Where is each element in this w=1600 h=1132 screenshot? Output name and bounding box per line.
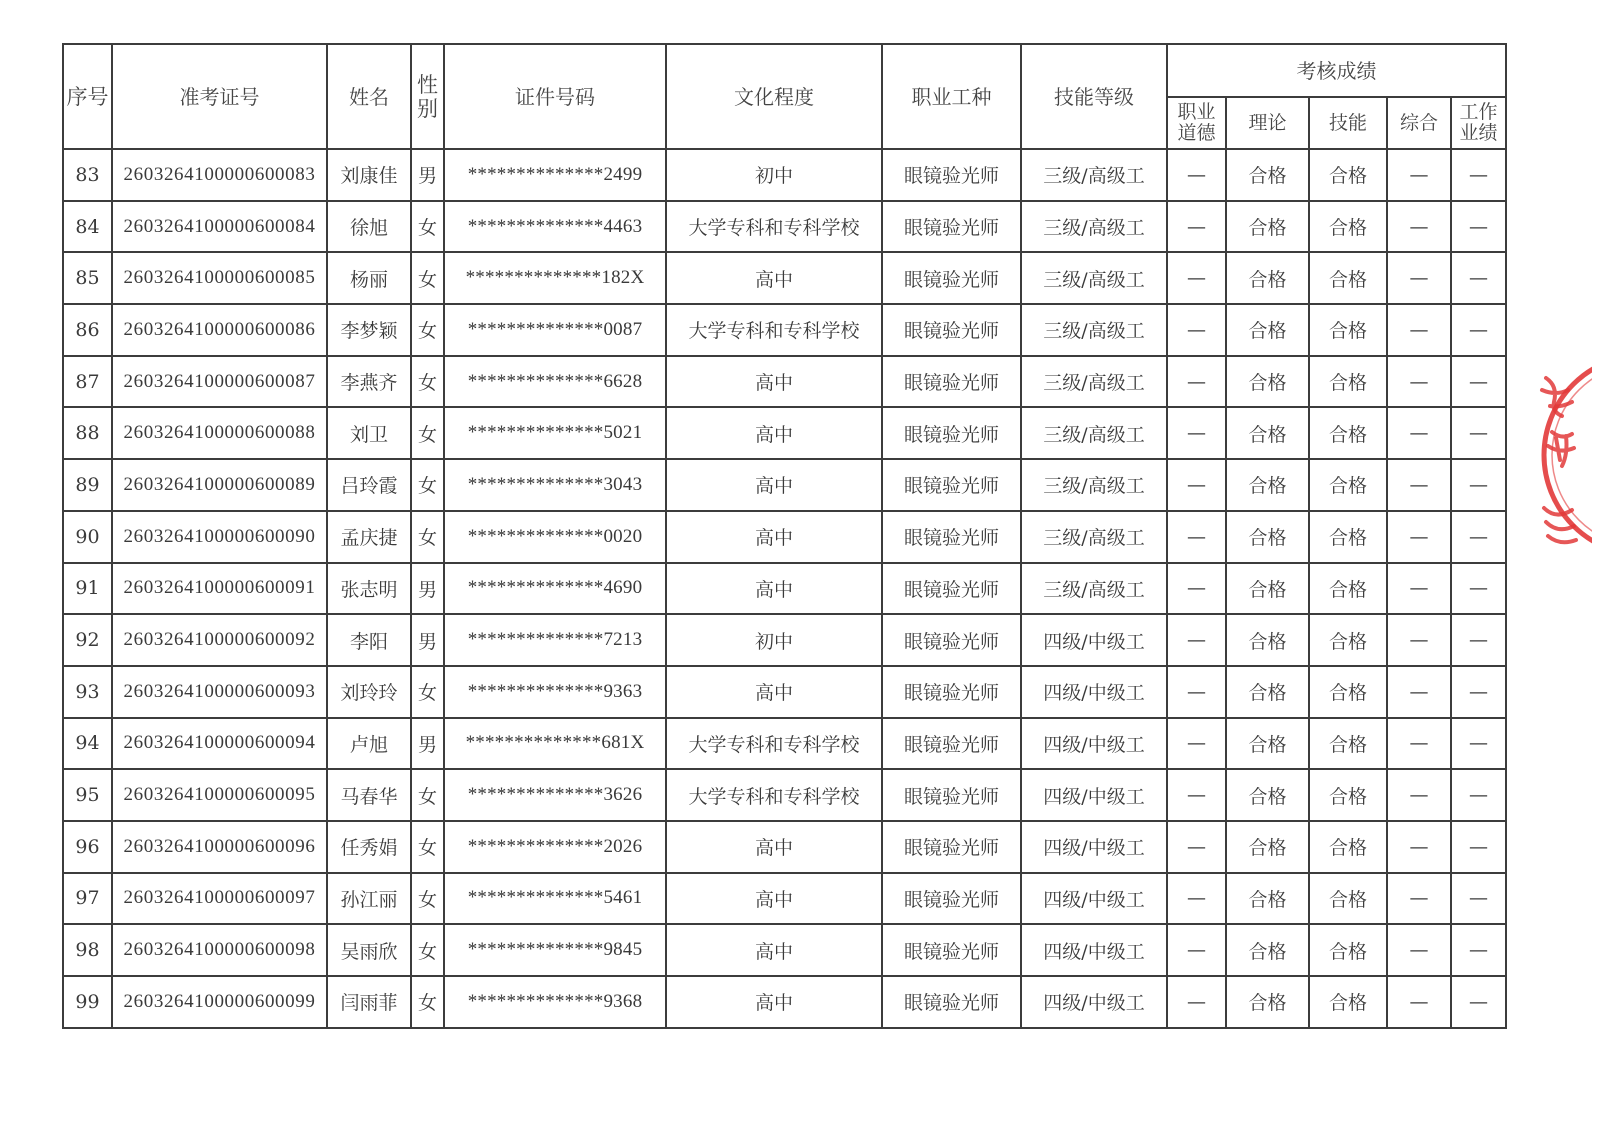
cell-ethics: —	[1167, 563, 1226, 615]
cell-level: 四级/中级工	[1021, 976, 1167, 1028]
cell-seq: 83	[63, 149, 112, 201]
cell-performance: —	[1451, 407, 1506, 459]
cell-ethics: —	[1167, 821, 1226, 873]
cell-overall: —	[1387, 873, 1451, 925]
cell-edu: 初中	[666, 614, 882, 666]
cell-performance: —	[1451, 356, 1506, 408]
cell-edu: 大学专科和专科学校	[666, 718, 882, 770]
table-row	[63, 149, 1506, 201]
table-row	[63, 304, 1506, 356]
cell-job: 眼镜验光师	[882, 459, 1021, 511]
cell-gender: 女	[411, 924, 444, 976]
cell-theory: 合格	[1226, 976, 1309, 1028]
cell-job: 眼镜验光师	[882, 924, 1021, 976]
cell-name: 吕玲霞	[327, 459, 411, 511]
cell-gender: 男	[411, 718, 444, 770]
cell-ticket: 2603264100000600095	[112, 769, 327, 821]
cell-edu: 大学专科和专科学校	[666, 201, 882, 253]
cell-job: 眼镜验光师	[882, 976, 1021, 1028]
cell-name: 李燕齐	[327, 356, 411, 408]
cell-gender: 女	[411, 304, 444, 356]
cell-name: 卢旭	[327, 718, 411, 770]
table-row	[63, 614, 1506, 666]
header-ticket: 准考证号	[112, 44, 327, 149]
cell-skill: 合格	[1309, 149, 1387, 201]
cell-theory: 合格	[1226, 666, 1309, 718]
cell-theory: 合格	[1226, 821, 1309, 873]
official-seal-stamp	[1532, 350, 1592, 560]
cell-skill: 合格	[1309, 821, 1387, 873]
table-row	[63, 666, 1506, 718]
cell-name: 任秀娟	[327, 821, 411, 873]
cell-level: 四级/中级工	[1021, 873, 1167, 925]
cell-edu: 大学专科和专科学校	[666, 769, 882, 821]
cell-theory: 合格	[1226, 201, 1309, 253]
cell-ticket: 2603264100000600099	[112, 976, 327, 1028]
cell-seq: 89	[63, 459, 112, 511]
cell-skill: 合格	[1309, 614, 1387, 666]
cell-seq: 95	[63, 769, 112, 821]
cell-ticket: 2603264100000600098	[112, 924, 327, 976]
cell-gender: 女	[411, 459, 444, 511]
cell-idnum: **************4690	[444, 563, 666, 615]
cell-performance: —	[1451, 252, 1506, 304]
cell-ticket: 2603264100000600090	[112, 511, 327, 563]
cell-seq: 96	[63, 821, 112, 873]
cell-edu: 初中	[666, 149, 882, 201]
cell-overall: —	[1387, 976, 1451, 1028]
cell-level: 三级/高级工	[1021, 407, 1167, 459]
cell-idnum: **************182X	[444, 252, 666, 304]
cell-ticket: 2603264100000600085	[112, 252, 327, 304]
cell-seq: 93	[63, 666, 112, 718]
cell-overall: —	[1387, 563, 1451, 615]
header-name: 姓名	[327, 44, 411, 149]
cell-edu: 高中	[666, 511, 882, 563]
cell-ticket: 2603264100000600086	[112, 304, 327, 356]
cell-gender: 女	[411, 252, 444, 304]
table-row	[63, 252, 1506, 304]
cell-level: 四级/中级工	[1021, 821, 1167, 873]
cell-edu: 高中	[666, 459, 882, 511]
cell-gender: 女	[411, 873, 444, 925]
cell-idnum: **************3043	[444, 459, 666, 511]
cell-skill: 合格	[1309, 873, 1387, 925]
cell-performance: —	[1451, 614, 1506, 666]
cell-ticket: 2603264100000600096	[112, 821, 327, 873]
cell-skill: 合格	[1309, 459, 1387, 511]
cell-theory: 合格	[1226, 718, 1309, 770]
cell-overall: —	[1387, 614, 1451, 666]
cell-job: 眼镜验光师	[882, 252, 1021, 304]
cell-gender: 男	[411, 614, 444, 666]
cell-overall: —	[1387, 821, 1451, 873]
cell-gender: 女	[411, 976, 444, 1028]
cell-edu: 高中	[666, 873, 882, 925]
cell-ethics: —	[1167, 718, 1226, 770]
table-row	[63, 769, 1506, 821]
cell-seq: 87	[63, 356, 112, 408]
table-body	[63, 149, 1506, 1028]
cell-seq: 91	[63, 563, 112, 615]
table-row	[63, 718, 1506, 770]
cell-job: 眼镜验光师	[882, 511, 1021, 563]
cell-job: 眼镜验光师	[882, 356, 1021, 408]
cell-theory: 合格	[1226, 511, 1309, 563]
cell-level: 三级/高级工	[1021, 459, 1167, 511]
cell-performance: —	[1451, 201, 1506, 253]
cell-overall: —	[1387, 252, 1451, 304]
cell-edu: 高中	[666, 356, 882, 408]
cell-edu: 高中	[666, 666, 882, 718]
header-overall: 综合	[1387, 97, 1451, 149]
cell-performance: —	[1451, 924, 1506, 976]
cell-job: 眼镜验光师	[882, 304, 1021, 356]
cell-edu: 高中	[666, 976, 882, 1028]
cell-skill: 合格	[1309, 304, 1387, 356]
cell-ticket: 2603264100000600094	[112, 718, 327, 770]
cell-name: 张志明	[327, 563, 411, 615]
cell-level: 四级/中级工	[1021, 769, 1167, 821]
cell-idnum: **************5021	[444, 407, 666, 459]
header-seq: 序号	[63, 44, 112, 149]
cell-ethics: —	[1167, 614, 1226, 666]
cell-idnum: **************9363	[444, 666, 666, 718]
cell-level: 三级/高级工	[1021, 563, 1167, 615]
header-job: 职业工种	[882, 44, 1021, 149]
cell-theory: 合格	[1226, 407, 1309, 459]
cell-job: 眼镜验光师	[882, 614, 1021, 666]
cell-job: 眼镜验光师	[882, 666, 1021, 718]
cell-ethics: —	[1167, 511, 1226, 563]
cell-overall: —	[1387, 407, 1451, 459]
cell-skill: 合格	[1309, 407, 1387, 459]
cell-overall: —	[1387, 149, 1451, 201]
cell-idnum: **************0020	[444, 511, 666, 563]
cell-gender: 女	[411, 511, 444, 563]
cell-theory: 合格	[1226, 873, 1309, 925]
cell-theory: 合格	[1226, 614, 1309, 666]
table-row	[63, 459, 1506, 511]
cell-performance: —	[1451, 511, 1506, 563]
cell-theory: 合格	[1226, 252, 1309, 304]
cell-idnum: **************9845	[444, 924, 666, 976]
cell-ticket: 2603264100000600097	[112, 873, 327, 925]
cell-idnum: **************6628	[444, 356, 666, 408]
cell-skill: 合格	[1309, 666, 1387, 718]
cell-idnum: **************681X	[444, 718, 666, 770]
cell-seq: 92	[63, 614, 112, 666]
cell-ethics: —	[1167, 459, 1226, 511]
table-header	[63, 44, 1506, 149]
cell-overall: —	[1387, 769, 1451, 821]
cell-name: 吴雨欣	[327, 924, 411, 976]
cell-overall: —	[1387, 356, 1451, 408]
cell-level: 三级/高级工	[1021, 511, 1167, 563]
cell-name: 闫雨菲	[327, 976, 411, 1028]
cell-performance: —	[1451, 459, 1506, 511]
cell-job: 眼镜验光师	[882, 769, 1021, 821]
cell-seq: 94	[63, 718, 112, 770]
header-skill: 技能	[1309, 97, 1387, 149]
cell-performance: —	[1451, 666, 1506, 718]
cell-idnum: **************2026	[444, 821, 666, 873]
cell-edu: 高中	[666, 821, 882, 873]
cell-idnum: **************2499	[444, 149, 666, 201]
cell-performance: —	[1451, 149, 1506, 201]
cell-ticket: 2603264100000600083	[112, 149, 327, 201]
cell-name: 马春华	[327, 769, 411, 821]
cell-gender: 女	[411, 356, 444, 408]
cell-overall: —	[1387, 718, 1451, 770]
cell-seq: 85	[63, 252, 112, 304]
table-row	[63, 976, 1506, 1028]
cell-ticket: 2603264100000600087	[112, 356, 327, 408]
cell-ethics: —	[1167, 769, 1226, 821]
cell-gender: 女	[411, 201, 444, 253]
cell-skill: 合格	[1309, 563, 1387, 615]
cell-edu: 大学专科和专科学校	[666, 304, 882, 356]
cell-name: 刘玲玲	[327, 666, 411, 718]
cell-job: 眼镜验光师	[882, 149, 1021, 201]
cell-theory: 合格	[1226, 459, 1309, 511]
cell-seq: 86	[63, 304, 112, 356]
cell-gender: 女	[411, 407, 444, 459]
cell-skill: 合格	[1309, 769, 1387, 821]
cell-seq: 99	[63, 976, 112, 1028]
cell-level: 四级/中级工	[1021, 666, 1167, 718]
table-row	[63, 511, 1506, 563]
cell-idnum: **************4463	[444, 201, 666, 253]
cell-overall: —	[1387, 666, 1451, 718]
cell-theory: 合格	[1226, 149, 1309, 201]
cell-seq: 97	[63, 873, 112, 925]
cell-ethics: —	[1167, 252, 1226, 304]
cell-overall: —	[1387, 201, 1451, 253]
cell-theory: 合格	[1226, 563, 1309, 615]
cell-edu: 高中	[666, 563, 882, 615]
cell-overall: —	[1387, 459, 1451, 511]
cell-overall: —	[1387, 511, 1451, 563]
cell-level: 四级/中级工	[1021, 924, 1167, 976]
cell-name: 孙江丽	[327, 873, 411, 925]
cell-skill: 合格	[1309, 924, 1387, 976]
cell-name: 孟庆捷	[327, 511, 411, 563]
cell-job: 眼镜验光师	[882, 407, 1021, 459]
cell-seq: 88	[63, 407, 112, 459]
table-row	[63, 924, 1506, 976]
cell-level: 三级/高级工	[1021, 149, 1167, 201]
cell-gender: 女	[411, 821, 444, 873]
cell-ethics: —	[1167, 149, 1226, 201]
cell-ethics: —	[1167, 356, 1226, 408]
cell-ticket: 2603264100000600089	[112, 459, 327, 511]
header-scores: 考核成绩	[1167, 44, 1506, 97]
cell-skill: 合格	[1309, 976, 1387, 1028]
cell-idnum: **************7213	[444, 614, 666, 666]
cell-gender: 女	[411, 769, 444, 821]
cell-edu: 高中	[666, 407, 882, 459]
cell-theory: 合格	[1226, 769, 1309, 821]
cell-ticket: 2603264100000600088	[112, 407, 327, 459]
cell-ticket: 2603264100000600093	[112, 666, 327, 718]
cell-job: 眼镜验光师	[882, 873, 1021, 925]
header-theory: 理论	[1226, 97, 1309, 149]
cell-idnum: **************3626	[444, 769, 666, 821]
table-row	[63, 356, 1506, 408]
cell-name: 徐旭	[327, 201, 411, 253]
cell-edu: 高中	[666, 252, 882, 304]
cell-gender: 男	[411, 563, 444, 615]
cell-performance: —	[1451, 718, 1506, 770]
cell-name: 刘康佳	[327, 149, 411, 201]
cell-level: 三级/高级工	[1021, 304, 1167, 356]
cell-level: 三级/高级工	[1021, 356, 1167, 408]
cell-ticket: 2603264100000600092	[112, 614, 327, 666]
cell-job: 眼镜验光师	[882, 821, 1021, 873]
cell-job: 眼镜验光师	[882, 201, 1021, 253]
cell-seq: 84	[63, 201, 112, 253]
cell-skill: 合格	[1309, 718, 1387, 770]
cell-gender: 女	[411, 666, 444, 718]
header-ethics: 职业道德	[1167, 97, 1226, 149]
cell-ticket: 2603264100000600084	[112, 201, 327, 253]
cell-idnum: **************0087	[444, 304, 666, 356]
table-row	[63, 821, 1506, 873]
cell-ethics: —	[1167, 666, 1226, 718]
header-performance: 工作业绩	[1451, 97, 1506, 149]
cell-theory: 合格	[1226, 924, 1309, 976]
cell-idnum: **************5461	[444, 873, 666, 925]
cell-theory: 合格	[1226, 304, 1309, 356]
header-idnum: 证件号码	[444, 44, 666, 149]
cell-ethics: —	[1167, 873, 1226, 925]
cell-gender: 男	[411, 149, 444, 201]
cell-job: 眼镜验光师	[882, 563, 1021, 615]
cell-performance: —	[1451, 304, 1506, 356]
results-table	[62, 43, 1507, 1029]
cell-ethics: —	[1167, 976, 1226, 1028]
cell-name: 杨丽	[327, 252, 411, 304]
header-edu: 文化程度	[666, 44, 882, 149]
table-row	[63, 407, 1506, 459]
cell-seq: 90	[63, 511, 112, 563]
cell-name: 李阳	[327, 614, 411, 666]
cell-ethics: —	[1167, 201, 1226, 253]
cell-ticket: 2603264100000600091	[112, 563, 327, 615]
cell-job: 眼镜验光师	[882, 718, 1021, 770]
cell-name: 李梦颖	[327, 304, 411, 356]
cell-performance: —	[1451, 873, 1506, 925]
cell-idnum: **************9368	[444, 976, 666, 1028]
cell-overall: —	[1387, 304, 1451, 356]
cell-ethics: —	[1167, 304, 1226, 356]
table-row	[63, 873, 1506, 925]
cell-skill: 合格	[1309, 201, 1387, 253]
cell-theory: 合格	[1226, 356, 1309, 408]
cell-level: 三级/高级工	[1021, 201, 1167, 253]
cell-level: 四级/中级工	[1021, 614, 1167, 666]
cell-level: 三级/高级工	[1021, 252, 1167, 304]
cell-level: 四级/中级工	[1021, 718, 1167, 770]
table-row	[63, 201, 1506, 253]
cell-performance: —	[1451, 563, 1506, 615]
cell-performance: —	[1451, 821, 1506, 873]
cell-skill: 合格	[1309, 511, 1387, 563]
cell-ethics: —	[1167, 924, 1226, 976]
cell-seq: 98	[63, 924, 112, 976]
cell-edu: 高中	[666, 924, 882, 976]
cell-name: 刘卫	[327, 407, 411, 459]
cell-skill: 合格	[1309, 252, 1387, 304]
header-gender: 性别	[411, 44, 444, 149]
cell-ethics: —	[1167, 407, 1226, 459]
cell-skill: 合格	[1309, 356, 1387, 408]
cell-performance: —	[1451, 769, 1506, 821]
table-row	[63, 563, 1506, 615]
cell-performance: —	[1451, 976, 1506, 1028]
cell-overall: —	[1387, 924, 1451, 976]
header-level: 技能等级	[1021, 44, 1167, 149]
